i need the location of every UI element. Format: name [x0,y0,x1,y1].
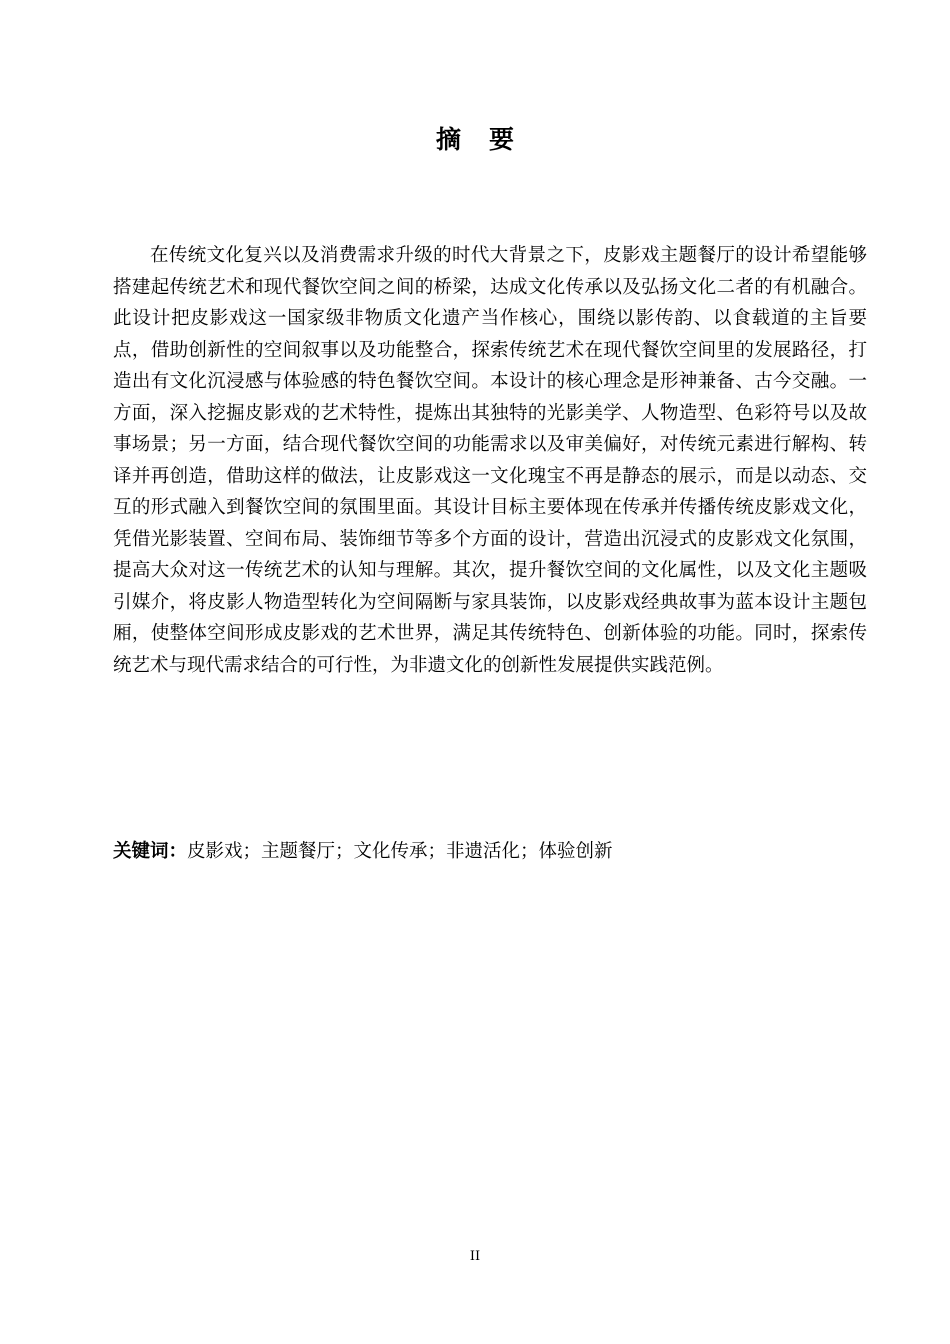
keywords-label: 关键词： [113,841,188,862]
keywords-text: 皮影戏；主题餐厅；文化传承；非遗活化；体验创新 [187,841,613,862]
page-title: 摘要 [435,125,542,154]
keywords-line [113,836,867,868]
abstract-paragraph: 在传统文化复兴以及消费需求升级的时代大背景之下，皮影戏主题餐厅的设计希望能够搭建起传统艺术和现代餐饮空间之间的桥梁，达成文化传承以及弘扬文化二者的有机融合。此设计把皮影戏这一国家级非物质文化遗产当作核心，围绕以影传韵、以食载道的主旨要点，借助创新性的空间叙事以及功能整合，探索传统艺术在现代餐饮空间里的发展路径，打造出有文化沉浸感与体验感的特色餐饮空间。本设计的核心理念是形神兼备、古今交融。一方面，深入挖掘皮影戏的艺术特性，提炼出其独特的光影美学、人物造型、色彩符号以及故事场景；另一方面，结合现代餐饮空间的功能需求以及审美偏好，对传统元素进行解构、转译并再创造，借助这样的做法，让皮影戏这一文化瑰宝不再是静态的展示，而是以动态、交互的形式融入到餐饮空间的氛围里面。其设计目标主要体现在传承并传播传统皮影戏文化，凭借光影装置、空间布局、装饰细节等多个方面的设计，营造出沉浸式的皮影戏文化氛围，提高大众对这一传统艺术的认知与理解。其次，提升餐饮空间的文化属性，以及文化主题吸引媒介，将皮影人物造型转化为空间隔断与家具装饰，以皮影戏经典故事为蓝本设计主题包厢，使整体空间形成皮影戏的艺术世界，满足其传统特色、创新体验的功能。同时，探索传统艺术与现代需求结合的可行性，为非遗文化的创新性发展提供实践范例。 [113,245,867,676]
page-number: II [469,1249,481,1264]
